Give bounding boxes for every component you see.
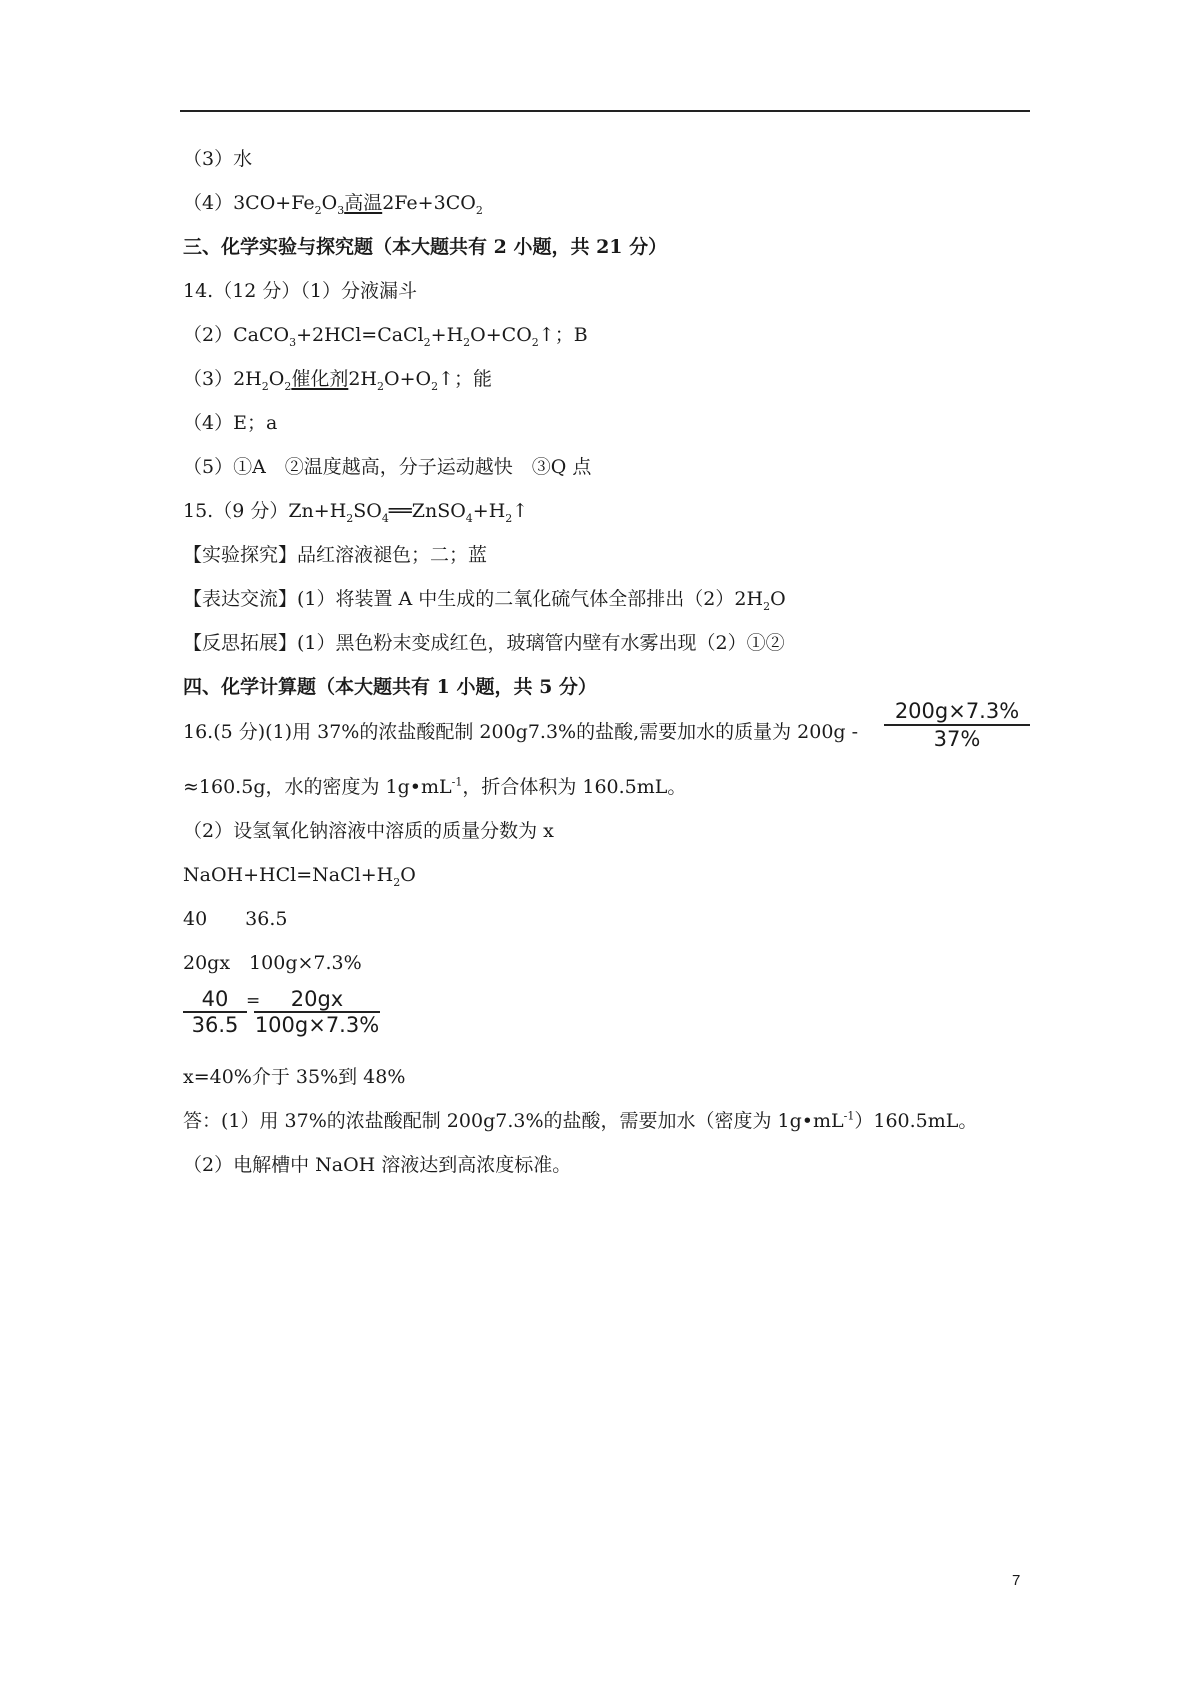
answer-16-1: 16.(5 分)(1)用 37%的浓盐酸配制 200g7.3%的盐酸,需要加水的质量为 200g -	[183, 721, 859, 743]
proportion-left-fraction: 40 36.5	[183, 987, 247, 1037]
answer-14-4: （4）E；a	[183, 412, 278, 434]
reaction-condition: 高温	[344, 192, 383, 214]
answer-15-reflection: 【反思拓展】(1）黑色粉末变成红色，玻璃管内壁有水雾出现（2）①②	[183, 632, 785, 654]
section-heading-3: 三、化学实验与探究题（本大题共有 2 小题，共 21 分）	[183, 236, 668, 258]
answer-13-3: （3）水	[183, 148, 253, 170]
answer-15-experiment: 【实验探究】品红溶液褪色；二；蓝	[183, 544, 488, 566]
answer-16-result: x=40%介于 35%到 48%	[183, 1066, 406, 1088]
answer-15: 15.（9 分）$Zn+H_2SO_4══ZnSO_4+H_2↑$	[183, 500, 529, 525]
answer-15-exchange: 【表达交流】(1）将装置 A 中生成的二氧化硫气体全部排出$(2)2H_2O$	[183, 588, 786, 613]
answer-16-quantities: 20gx 100g×7.3%	[183, 952, 362, 974]
reaction-condition: 催化剂	[291, 368, 349, 390]
answer-13-4: $(4)3CO+Fe_2O_3$高温$2Fe+3CO_2$	[183, 192, 483, 217]
answer-14-3: $(3)2H_2O_2$催化剂$2H_2O+O_2↑$；能	[183, 368, 493, 393]
answer-14-2: $(2)CaCO_3+2HCl=CaCl_2+H_2O+CO_2↑$；B	[183, 324, 588, 349]
answer-14-1: 14.（12 分）（1）分液漏斗	[183, 280, 418, 302]
fraction-water-mass: 200g×7.3% 37%	[884, 698, 1030, 752]
answer-14-5: （5）①A ②温度越高，分子运动越快 ③Q 点	[183, 456, 592, 478]
answer-16-3: （2）设氢氧化钠溶液中溶质的质量分数为 x	[183, 820, 554, 842]
answer-16-ratio: 40 36.5	[183, 908, 288, 930]
answer-16-equation: $NaOH+HCl=NaCl+H_2O$	[183, 864, 416, 889]
section-heading-4: 四、化学计算题（本大题共有 1 小题，共 5 分）	[183, 676, 597, 698]
page-number: 7	[1012, 1572, 1021, 1589]
answer-16-2: ≈160.5g，水的密度为 $1g•mL^{-1}$，折合体积为 160.5mL。	[183, 775, 687, 798]
proportion-right-fraction: 20gx 100g×7.3%	[254, 987, 380, 1037]
final-answer-2: （2）电解槽中 NaOH 溶液达到高浓度标准。	[183, 1154, 572, 1176]
header-rule	[180, 110, 1030, 112]
proportion-equals: =	[246, 991, 261, 1011]
final-answer-1: 答：(1）用 37%的浓盐酸配制 200g7.3%的盐酸，需要加水（密度为 $1g•mL^{-1})160.5mL$。	[183, 1109, 978, 1132]
